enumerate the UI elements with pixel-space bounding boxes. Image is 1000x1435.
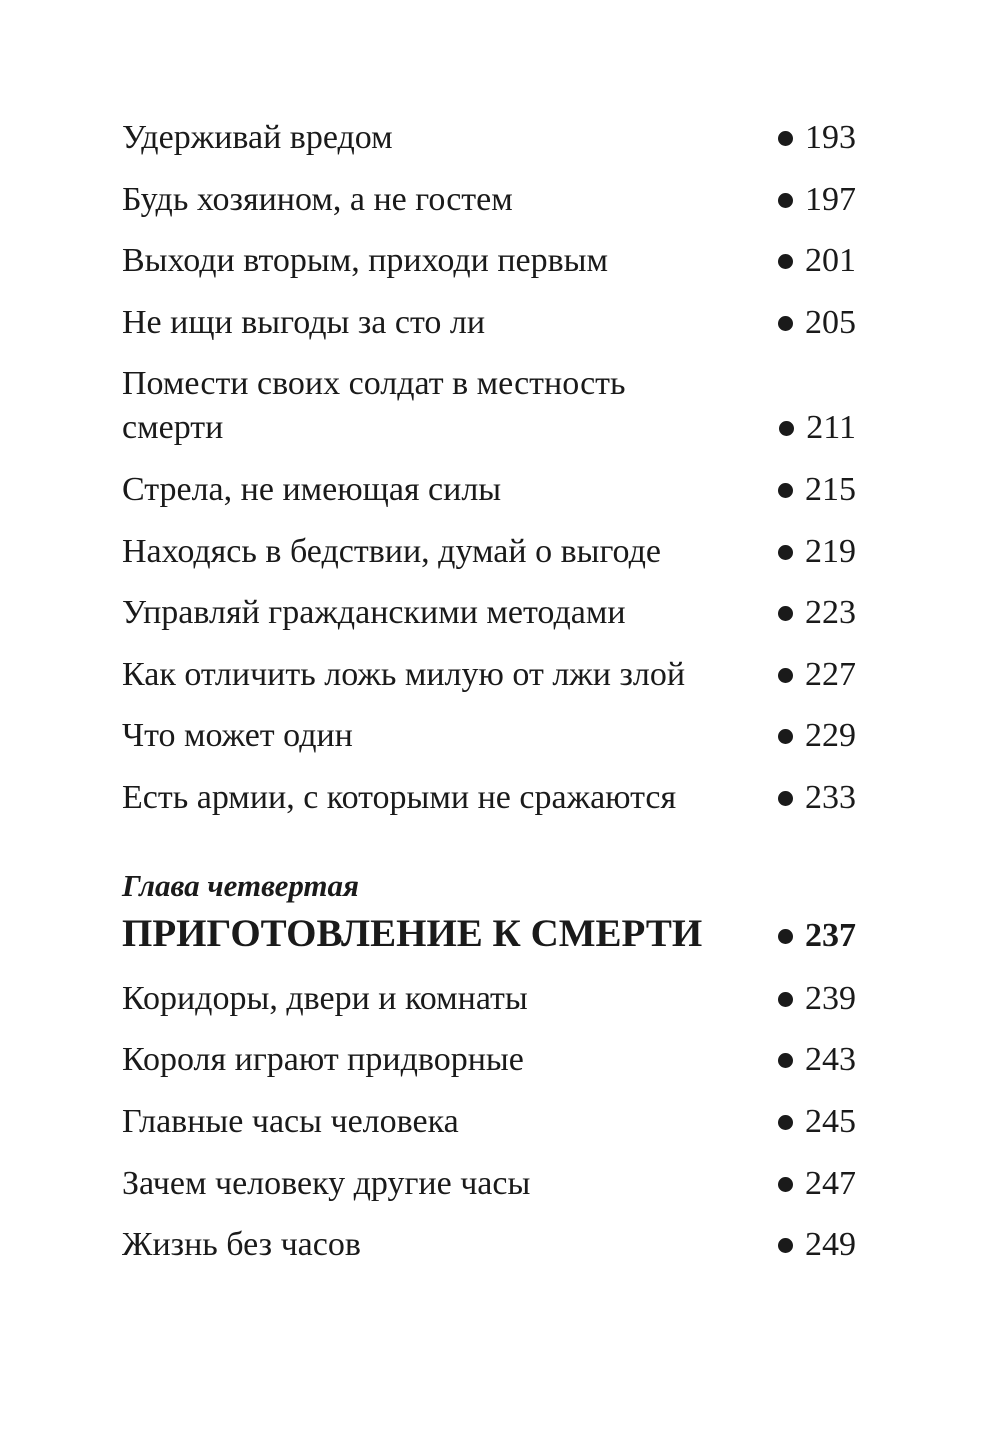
toc-entry[interactable] (122, 1100, 862, 1150)
bullet-icon (778, 791, 793, 806)
toc-entry[interactable] (122, 362, 862, 457)
toc-entry[interactable] (122, 977, 862, 1027)
bullet-icon (778, 316, 793, 331)
bullet-icon (778, 1053, 793, 1068)
toc-entry[interactable] (122, 1038, 862, 1088)
bullet-icon (778, 545, 793, 560)
bullet-icon (778, 193, 793, 208)
toc-entry[interactable] (122, 776, 862, 826)
toc-entry-page: 245 (778, 1100, 856, 1144)
bullet-icon (779, 421, 794, 436)
chapter-page: 237 (778, 914, 856, 958)
toc-entry-page: 229 (778, 714, 856, 758)
toc-entry-page: 219 (778, 530, 856, 574)
bullet-icon (778, 729, 793, 744)
chapter-title: ПРИГОТОВЛЕНИЕ К СМЕРТИ (122, 912, 703, 955)
toc-entry-page: 193 (778, 116, 856, 160)
toc-entry[interactable] (122, 468, 862, 518)
toc-entry-title: Выходи вторым, приходи первым (122, 242, 609, 279)
toc-entry[interactable] (122, 714, 862, 764)
bullet-icon (778, 1177, 793, 1192)
toc-entry[interactable] (122, 653, 862, 703)
toc-entry-title: Не ищи выгоды за сто ли (122, 304, 486, 341)
toc-entry[interactable] (122, 591, 862, 641)
bullet-icon (778, 668, 793, 683)
toc-entry-title: Удерживай вредом (122, 119, 393, 156)
bullet-icon (778, 1115, 793, 1130)
toc-entry-page: 243 (778, 1038, 856, 1082)
toc-entry-page: 197 (778, 178, 856, 222)
toc-entry-page: 215 (778, 468, 856, 512)
toc-entry-title: Стрела, не имеющая силы (122, 471, 502, 508)
toc-entry-title: Жизнь без часов (122, 1226, 361, 1263)
bullet-icon (778, 254, 793, 269)
toc-entry-title: Управляй гражданскими методами (122, 594, 626, 631)
toc-entry-title: Короля играют придворные (122, 1041, 524, 1078)
toc-entry[interactable] (122, 239, 862, 289)
bullet-icon (778, 483, 793, 498)
toc-entry-page: 223 (778, 591, 856, 635)
bullet-icon (778, 929, 793, 944)
toc-entry-title: Как отличить ложь милую от лжи злой (122, 656, 686, 693)
toc-entry[interactable] (122, 1162, 862, 1212)
toc-entry[interactable] (122, 301, 862, 351)
toc-entry-page: 227 (778, 653, 856, 697)
toc-entry-page: 201 (778, 239, 856, 283)
toc-entry-title: Помести своих солдат в местность смерти (122, 365, 626, 446)
toc-entry-title: Есть армии, с которыми не сражаются (122, 779, 677, 816)
toc-entry[interactable] (122, 1223, 862, 1273)
toc-entry-page: 205 (778, 301, 856, 345)
toc-entry[interactable] (122, 530, 862, 580)
toc-entry-title: Что может один (122, 717, 353, 754)
toc-entry[interactable] (122, 178, 862, 228)
chapter-label: Глава четвертая (122, 868, 360, 903)
bullet-icon (778, 992, 793, 1007)
toc-entry-title: Зачем человеку другие часы (122, 1165, 531, 1202)
toc-entry-title: Находясь в бедствии, думай о выгоде (122, 533, 661, 570)
bullet-icon (778, 131, 793, 146)
toc-entry-page: 249 (778, 1223, 856, 1267)
toc-entry-page: 211 (779, 406, 856, 450)
toc-entry-title: Главные часы человека (122, 1103, 459, 1140)
toc-entry-title: Будь хозяином, а не гостем (122, 181, 513, 218)
bullet-icon (778, 1238, 793, 1253)
toc-entry-page: 233 (778, 776, 856, 820)
bullet-icon (778, 606, 793, 621)
toc-entry-page: 239 (778, 977, 856, 1021)
toc-entry-page: 247 (778, 1162, 856, 1206)
toc-entry[interactable] (122, 116, 862, 166)
chapter-heading[interactable] (122, 912, 862, 962)
toc-entry-title: Коридоры, двери и комнаты (122, 980, 528, 1017)
